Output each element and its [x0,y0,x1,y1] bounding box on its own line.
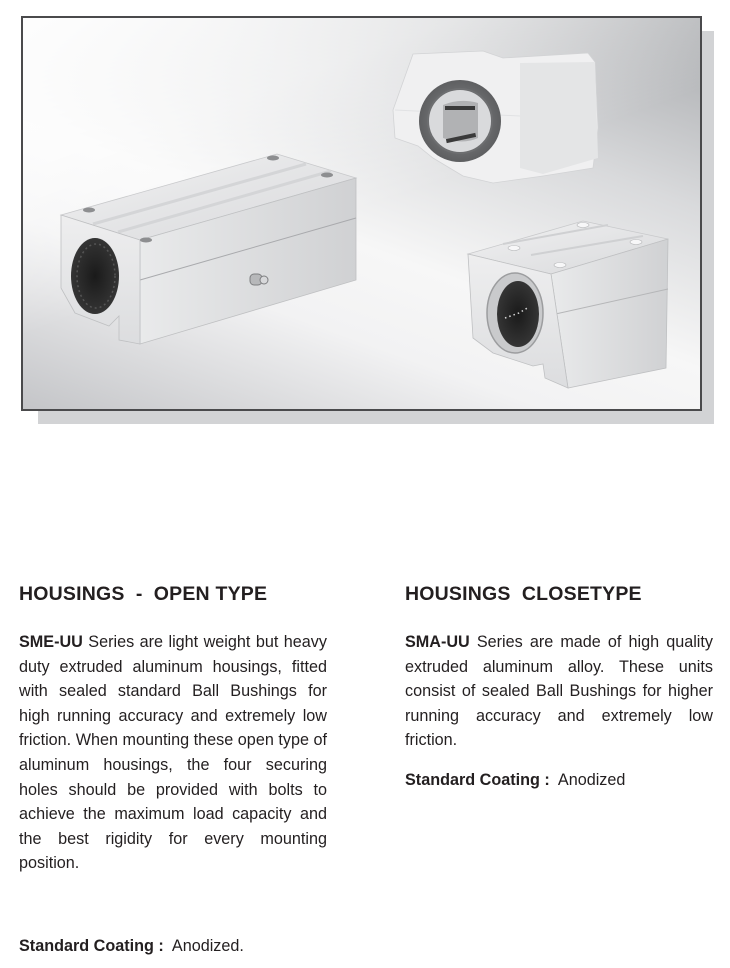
bushing-bore [71,238,119,314]
coating-label: Standard Coating : [405,770,550,789]
section-description [19,630,327,876]
mounting-hole [554,263,566,268]
mounting-hole [321,173,333,178]
model-name: SMA-UU [405,633,470,651]
open-type-section [19,582,327,955]
section-heading: HOUSINGS - OPEN TYPE [19,583,268,605]
coating-label: Standard Coating : [19,937,164,955]
mounting-hole [630,240,642,245]
closed-housing-side [520,62,598,174]
mounting-hole [267,156,279,161]
description-text: Series are light weight but heavy duty extruded aluminum housings, fitted with sealed standard Ball Bushings for high running accuracy and extremely low friction. When mounting these open type of aluminum housings, the four securing holes should be provided with bolts to achieve the maximum load capacity and the best rigidity for every mounting position. [19,633,327,873]
closed-type-housing-front [393,51,598,183]
model-name: SME-UU [19,633,83,651]
description-text: Series are made of high quality extruded aluminum alloy. These units consist of sealed Ball Bushings for higher running accuracy and extremely low friction. [405,633,713,750]
mounting-hole [140,238,152,243]
open-type-long-housing [61,154,356,344]
coating-value: Anodized [549,770,626,789]
standard-coating [405,768,713,792]
standard-coating [19,934,244,958]
section-description [405,630,713,753]
ball-track [445,106,475,110]
coating-value: Anodized. [163,937,244,955]
product-photo [21,16,702,411]
mounting-hole [83,208,95,213]
section-heading: HOUSINGS CLOSETYPE [405,583,642,605]
housings-illustration [23,18,702,411]
open-type-housing [468,221,668,388]
mounting-hole [577,223,589,228]
mounting-hole [508,246,520,251]
close-type-section [405,582,713,792]
